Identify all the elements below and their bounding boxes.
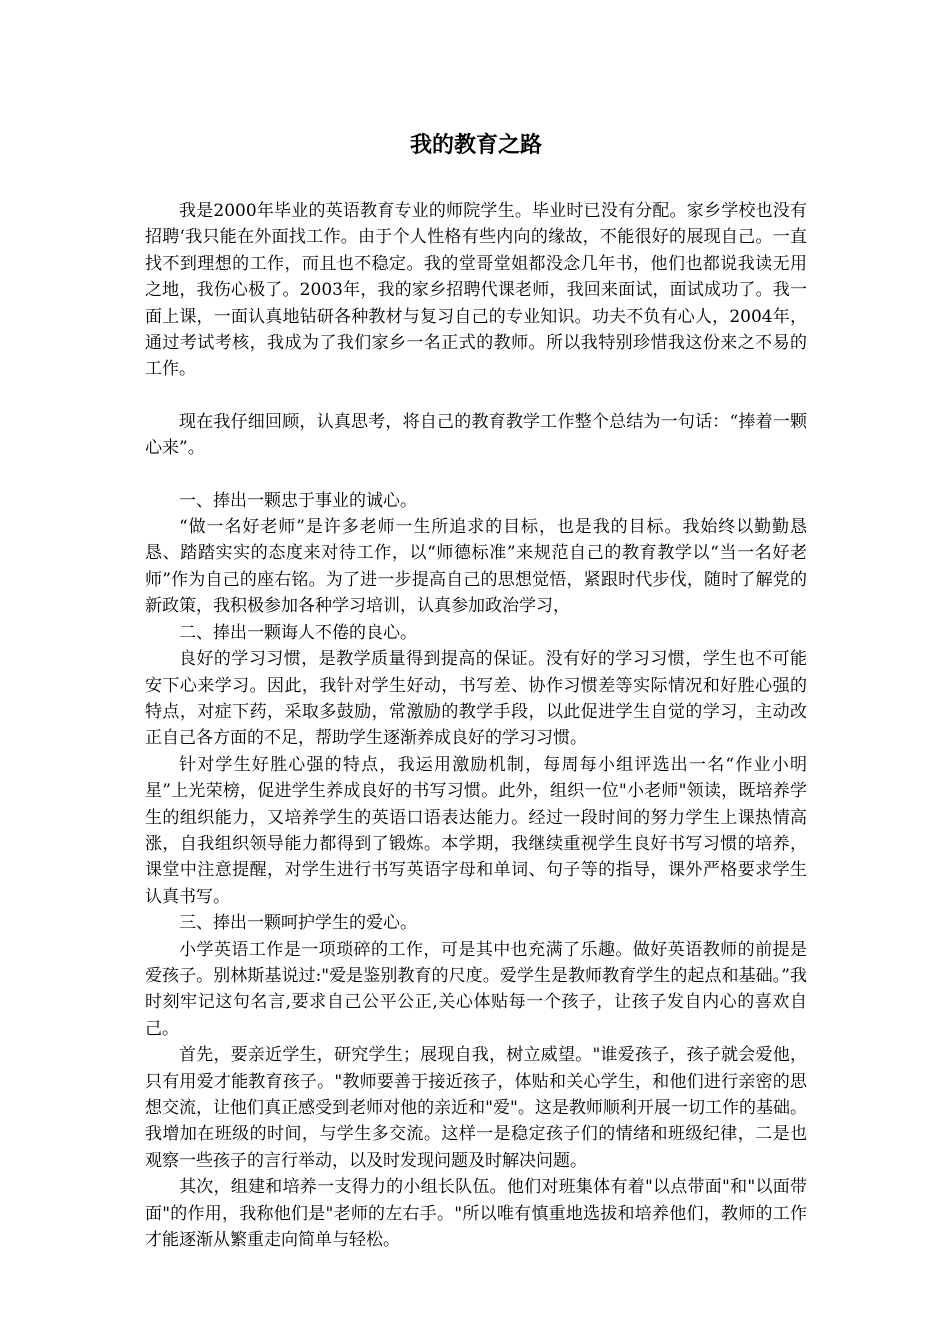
document-title: 我的教育之路 <box>409 132 542 158</box>
section-heading-3: 三、捧出一颗呵护学生的爱心。 <box>179 913 417 934</box>
section-heading-1: 一、捧出一颗忠于事业的诚心。 <box>179 490 417 511</box>
paragraph-section-3a: 小学英语工作是一项琐碎的工作，可是其中也充满了乐趣。做好英语教师的前提是爱孩子。别林斯基说过:"爱是鉴别教育的尺度。爱学生是教师教育学生的起点和基础。”我时刻牢记这句名言,要求自己公平公正,关心体贴每一个孩子，让孩子发自内心的喜欢自己。 <box>145 939 807 1039</box>
document-page <box>145 130 807 1253</box>
section-heading-2: 二、捧出一颗诲人不倦的良心。 <box>179 622 417 643</box>
paragraph-section-3b: 首先，要亲近学生，研究学生；展现自我，树立威望。"谁爱孩子，孩子就会爱他，只有用爱才能教育孩子。"教师要善于接近孩子，体贴和关心学生，和他们进行亲密的思想交流，让他们真正感受到老师对他的亲近和"爱"。这是教师顺利开展一切工作的基础。我增加在班级的时间，与学生多交流。这样一是稳定孩子们的情绪和班级纪律，二是也观察一些孩子的言行举动，以及时发现问题及时解决问题。 <box>145 1045 807 1171</box>
paragraph-section-2b: 针对学生好胜心强的特点，我运用激励机制，每周每小组评选出一名“作业小明星”上光荣榜，促进学生养成良好的书写习惯。此外，组织一位"小老师"领读，既培养学生的组织能力，又培养学生的英语口语表达能力。经过一段时间的努力学生上课热情高涨，自我组织领导能力都得到了锻炼。本学期，我继续重视学生良好书写习惯的培养，课堂中注意提醒，对学生进行书写英语字母和单词、句子等的指导，课外严格要求学生认真书写。 <box>145 754 807 907</box>
paragraph-intro: 我是2000年毕业的英语教育专业的师院学生。毕业时已没有分配。家乡学校也没有招聘‘我只能在外面找工作。由于个人性格有些内向的缘故，不能很好的展现自己。一直找不到理想的工作，而且也不稳定。我的堂哥堂姐都没念几年书，他们也都说我读无用之地，我伤心极了。2003年，我的家乡招聘代课老师，我回来面试，面试成功了。我一面上课，一面认真地钻研各种教材与复习自己的专业知识。功夫不负有心人，2004年，通过考试考核，我成为了我们家乡一名正式的教师。所以我特别珍惜我这份来之不易的工作。 <box>145 201 807 380</box>
paragraph-section-3c: 其次，组建和培养一支得力的小组长队伍。他们对班集体有着"以点带面"和"以面带面"的作用，我称他们是"老师的左右手。"所以唯有慎重地选拔和培养他们，教师的工作才能逐渐从繁重走向简单与轻松。 <box>145 1177 807 1251</box>
paragraph-summary: 现在我仔细回顾，认真思考，将自己的教育教学工作整个总结为一句话：“捧着一颗心来”。 <box>145 411 807 459</box>
paragraph-section-1: “做一名好老师”是许多老师一生所追求的目标，也是我的目标。我始终以勤勤恳恳、踏踏实实的态度来对待工作，以“师德标准”来规范自己的教育教学以“当一名好老师”作为自己的座右铭。为了进一步提高自己的思想觉悟，紧跟时代步伐，随时了解党的新政策，我积极参加各种学习培训，认真参加政治学习， <box>145 517 807 617</box>
paragraph-section-2a: 良好的学习习惯，是教学质量得到提高的保证。没有好的学习习惯，学生也不可能安下心来学习。因此，我针对学生好动，书写差、协作习惯差等实际情况和好胜心强的特点，对症下药，采取多鼓励，常激励的教学手段，以此促进学生自觉的学习，主动改正自己各方面的不足，帮助学生逐渐养成良好的学习习惯。 <box>145 649 807 749</box>
